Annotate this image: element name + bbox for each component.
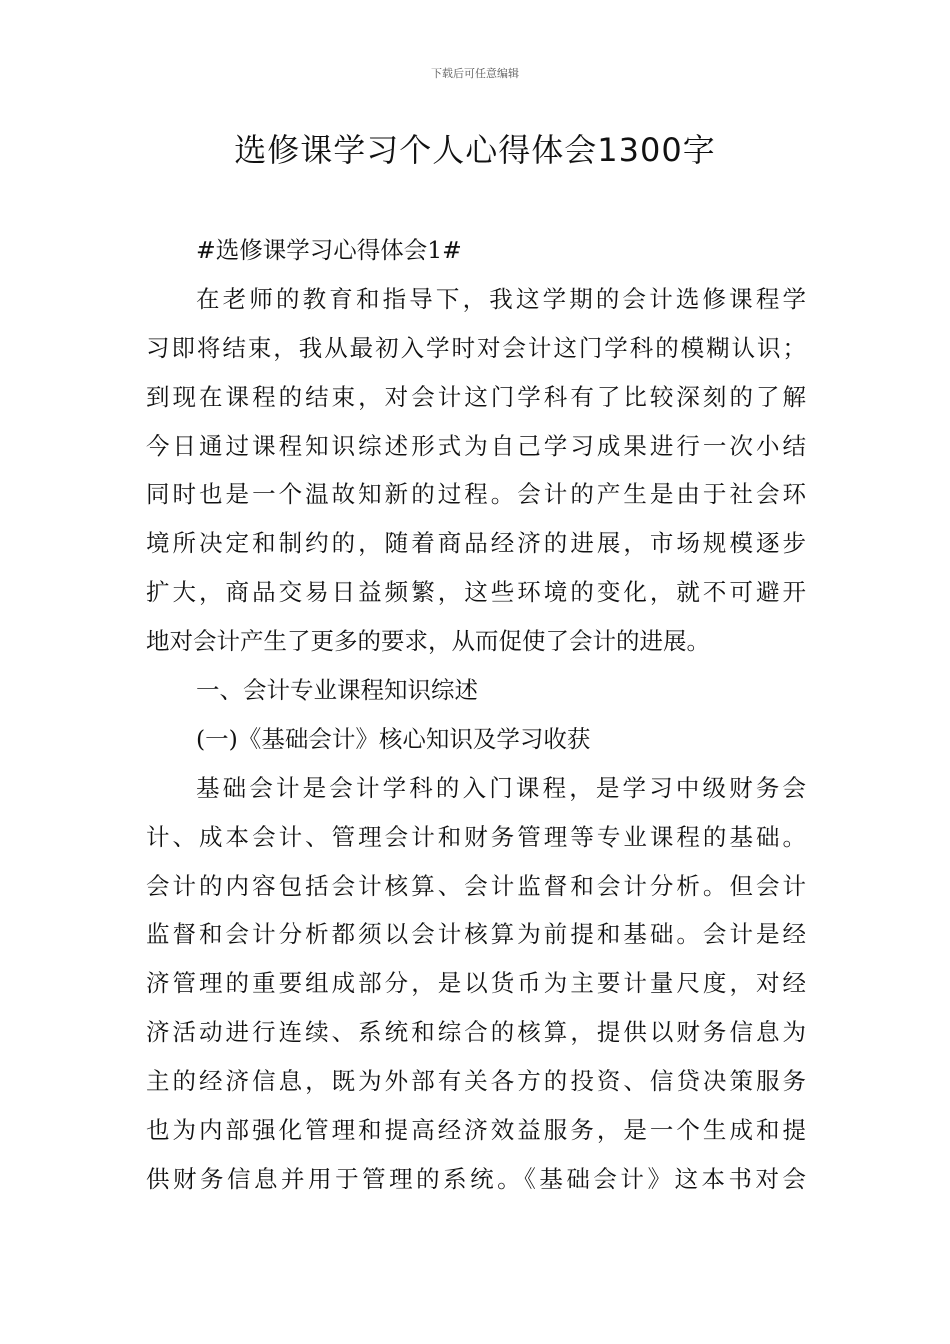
text-line: 到现在课程的结束，对会计这门学科有了比较深刻的了解 [146,382,806,411]
text-line: 地对会计产生了更多的要求，从而促使了会计的进展。 [146,627,710,656]
text-line: 会计的内容包括会计核算、会计监督和会计分析。但会计 [146,871,806,900]
text-line: 计、成本会计、管理会计和财务管理等专业课程的基础。 [146,822,806,851]
text-line: (一)《基础会计》核心知识及学习收获 [196,724,591,753]
text-line: 济活动进行连续、系统和综合的核算，提供以财务信息为 [146,1018,806,1047]
text-line: 今日通过课程知识综述形式为自己学习成果进行一次小结 [146,431,806,460]
text-line: 供财务信息并用于管理的系统。《基础会计》这本书对会 [146,1164,806,1193]
text-line: 同时也是一个温故知新的过程。会计的产生是由于社会环 [146,480,806,509]
text-line: 在老师的教育和指导下，我这学期的会计选修课程学 [196,284,806,313]
text-line: #选修课学习心得体会1# [196,236,462,264]
text-line: 也为内部强化管理和提高经济效益服务，是一个生成和提 [146,1116,806,1145]
document-body [146,226,806,1204]
text-line: 境所决定和制约的，随着商品经济的进展，市场规模逐步 [146,529,806,558]
text-line: 主的经济信息，既为外部有关各方的投资、信贷决策服务 [146,1067,806,1096]
text-line: 扩大，商品交易日益频繁，这些环境的变化，就不可避开 [146,578,806,607]
header-note: 下载后可任意编辑 [431,67,519,80]
text-line: 监督和会计分析都须以会计核算为前提和基础。会计是经 [146,920,806,949]
text-line: 基础会计是会计学科的入门课程，是学习中级财务会 [196,773,806,802]
document-title: 选修课学习个人心得体会1300字 [234,131,716,169]
text-line: 习即将结束，我从最初入学时对会计这门学科的模糊认识； [146,333,806,362]
text-line: 一、会计专业课程知识综述 [196,676,478,705]
text-line: 济管理的重要组成部分，是以货币为主要计量尺度，对经 [146,969,806,998]
